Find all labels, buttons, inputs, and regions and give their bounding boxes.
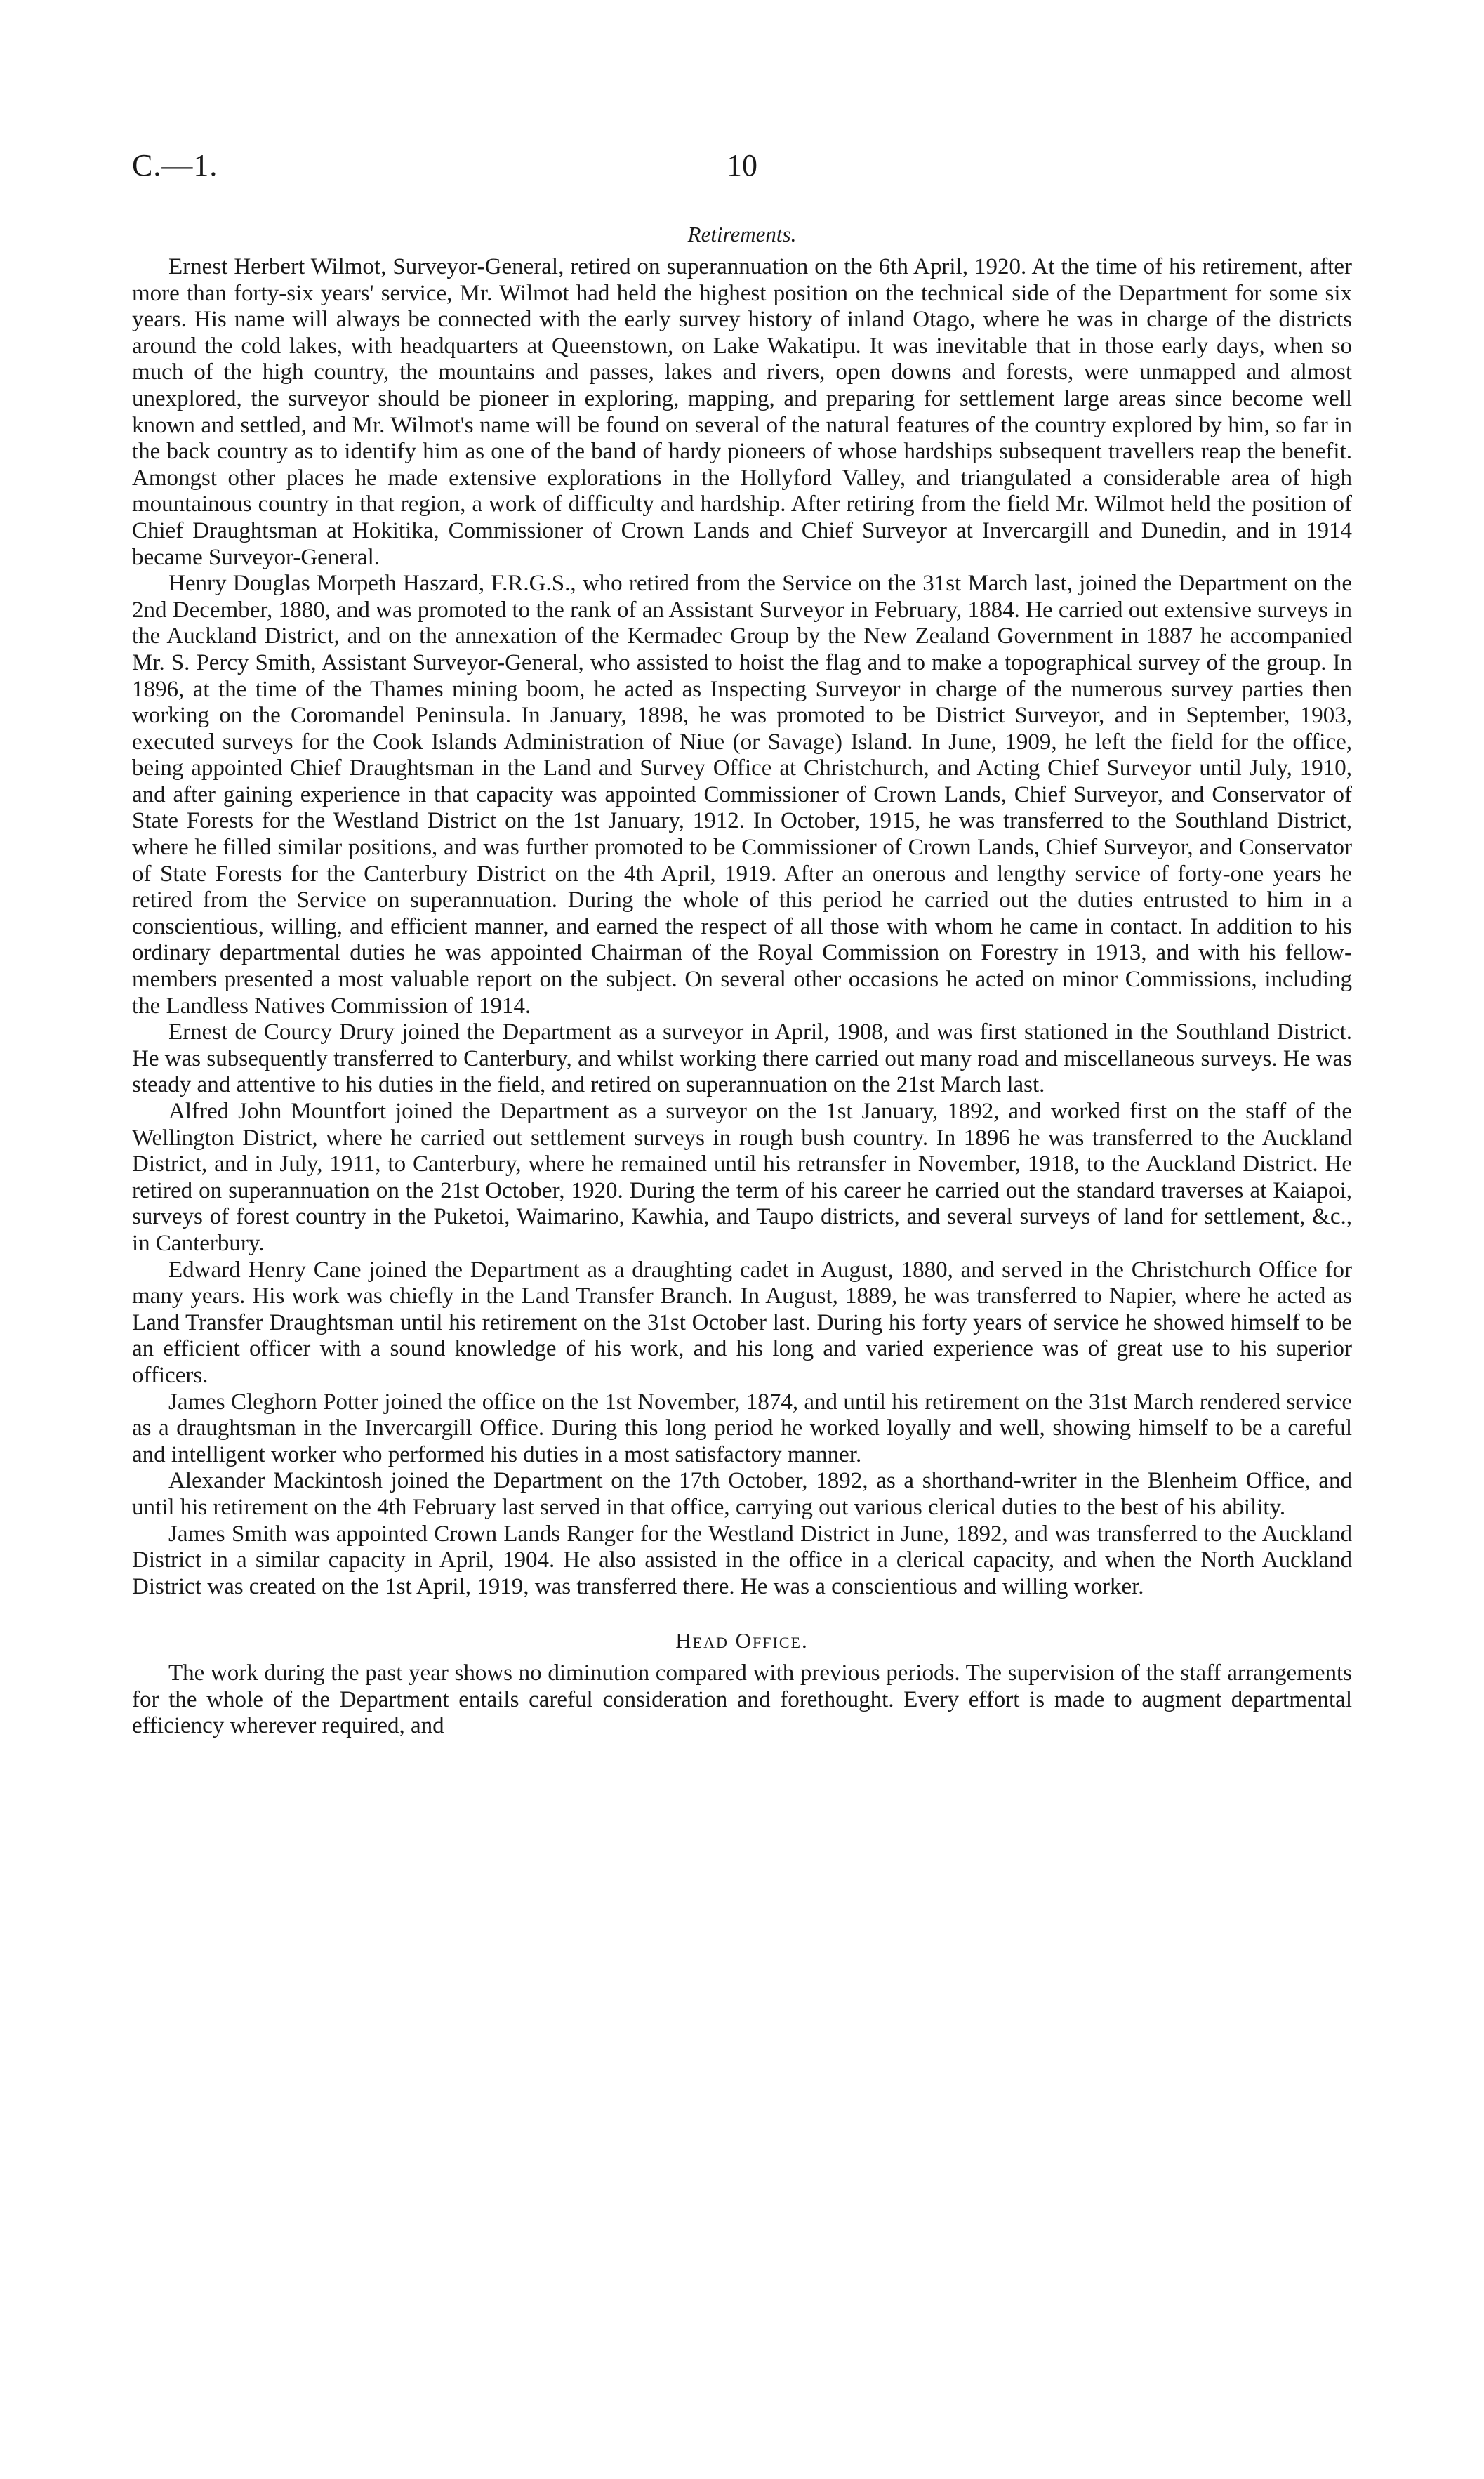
section-title-head-office: Head Office.: [675, 1628, 809, 1653]
paragraph-mackintosh: Alexander Mackintosh joined the Department on the 17th October, 1892, as a shorthand-writer in the Blenheim Office, and until his retirement on the 4th February last served in that office, carrying out various clerical duties to the best of his ability.: [132, 1468, 1352, 1520]
document-code: C.—1.: [132, 148, 218, 183]
paragraph-wilmot: Ernest Herbert Wilmot, Surveyor-General, retired on superannuation on the 6th April, 1920. At the time of his retirement, after more than forty-six years' service, Mr. Wilmot had held the highest position on the technical side of the Department for some six years. His name will always be connected with the early survey history of inland Otago, where he was in charge of the districts around the cold lakes, with headquarters at Queenstown, on Lake Wakatipu. It was inevitable that in those early days, when so much of the high country, the mountains and passes, lakes and rivers, open downs and forests, were unmapped and almost unexplored, the surveyor should be pioneer in exploring, mapping, and preparing for settlement large areas since become well known and settled, and Mr. Wilmot's name will be found on several of the natural features of the country explored by him, so far in the back country as to identify him as one of the band of hardy pioneers of whose hardships subsequent travellers reap the benefit. Amongst other places he made extensive explorations in the Hollyford Valley, and triangulated a considerable area of high mountainous country in that region, a work of difficulty and hardship. After retiring from the field Mr. Wilmot held the position of Chief Draughtsman at Hokitika, Commissioner of Crown Lands and Chief Surveyor at Invercargill and Dunedin, and in 1914 became Surveyor-General.: [132, 254, 1352, 570]
paragraph-cane: Edward Henry Cane joined the Department as a draughting cadet in August, 1880, and served in the Christchurch Office for many years. His work was chiefly in the Land Transfer Branch. In August, 1889, he was transferred to Napier, where he acted as Land Transfer Draughtsman until his retirement on the 31st October last. During his forty years of service he showed himself to be an efficient officer with a sound knowledge of his work, and his long and varied experience was of great use to his superior officers.: [132, 1257, 1352, 1388]
section-title-retirements: Retirements.: [687, 222, 797, 246]
paragraph-drury: Ernest de Courcy Drury joined the Department as a surveyor in April, 1908, and was first stationed in the Southland District. He was subsequently transferred to Canterbury, and whilst working there carried out many road and miscellaneous surveys. He was steady and attentive to his duties in the field, and retired on superannuation on the 21st March last.: [132, 1019, 1352, 1098]
page-body: [132, 219, 1352, 1740]
paragraph-head-office: The work during the past year shows no diminution compared with previous periods. The supervision of the staff arrangements for the whole of the Department entails careful consideration and forethought. Every effort is made to augment departmental efficiency wherever required, and: [132, 1660, 1352, 1739]
paragraph-smith: James Smith was appointed Crown Lands Ranger for the Westland District in June, 1892, and was transferred to the Auckland District in a similar capacity in April, 1904. He also assisted in the office in a clerical capacity, and when the North Auckland District was created on the 1st April, 1919, was transferred there. He was a conscientious and willing worker.: [132, 1521, 1352, 1599]
paragraph-haszard: Henry Douglas Morpeth Haszard, F.R.G.S., who retired from the Service on the 31st March last, joined the Department on the 2nd December, 1880, and was promoted to the rank of an Assistant Surveyor in February, 1884. He carried out extensive surveys in the Auckland District, and on the annexation of the Kermadec Group by the New Zealand Government in 1887 he accompanied Mr. S. Percy Smith, Assistant Surveyor-General, who assisted to hoist the flag and to make a topographical survey of the group. In 1896, at the time of the Thames mining boom, he acted as Inspecting Surveyor in charge of the numerous survey parties then working on the Coromandel Peninsula. In January, 1898, he was promoted to be District Surveyor, and in September, 1903, executed surveys for the Cook Islands Administration of Niue (or Savage) Island. In June, 1909, he left the field for the office, being appointed Chief Draughtsman in the Land and Survey Office at Christchurch, and Acting Chief Surveyor until July, 1910, and after gaining experience in that capacity was appointed Commissioner of Crown Lands, Chief Surveyor, and Conservator of State Forests for the Westland District on the 1st January, 1912. In October, 1915, he was transferred to the Southland District, where he filled similar positions, and was further promoted to be Commissioner of Crown Lands, Chief Surveyor, and Conservator of State Forests for the Canterbury District on the 4th April, 1919. After an onerous and lengthy service of forty-one years he retired from the Service on superannuation. During the whole of this period he carried out the duties entrusted to him in a conscientious, willing, and efficient manner, and earned the respect of all those with whom he came in contact. In addition to his ordinary departmental duties he was appointed Chairman of the Royal Commission on Forestry in 1913, and with his fellow-members presented a most valuable report on the subject. On several other occasions he acted on minor Commissions, including the Landless Natives Commission of 1914.: [132, 571, 1352, 1019]
page-number: 10: [727, 148, 757, 183]
paragraph-mountfort: Alfred John Mountfort joined the Department as a surveyor on the 1st January, 1892, and worked first on the staff of the Wellington District, where he carried out settlement surveys in rough bush country. In 1896 he was transferred to the Auckland District, and in July, 1911, to Canterbury, where he remained until his retransfer in November, 1918, to the Auckland District. He retired on superannuation on the 21st October, 1920. During the term of his career he carried out the standard traverses at Kaiapoi, surveys of forest country in the Puketoi, Waimarino, Kawhia, and Taupo districts, and several surveys of land for settlement, &c., in Canterbury.: [132, 1099, 1352, 1256]
page-header: [0, 147, 1484, 197]
paragraph-potter: James Cleghorn Potter joined the office on the 1st November, 1874, and until his retirement on the 31st March rendered service as a draughtsman in the Invercargill Office. During this long period he worked loyally and well, showing himself to be a careful and intelligent worker who performed his duties in a most satisfactory manner.: [132, 1389, 1352, 1467]
